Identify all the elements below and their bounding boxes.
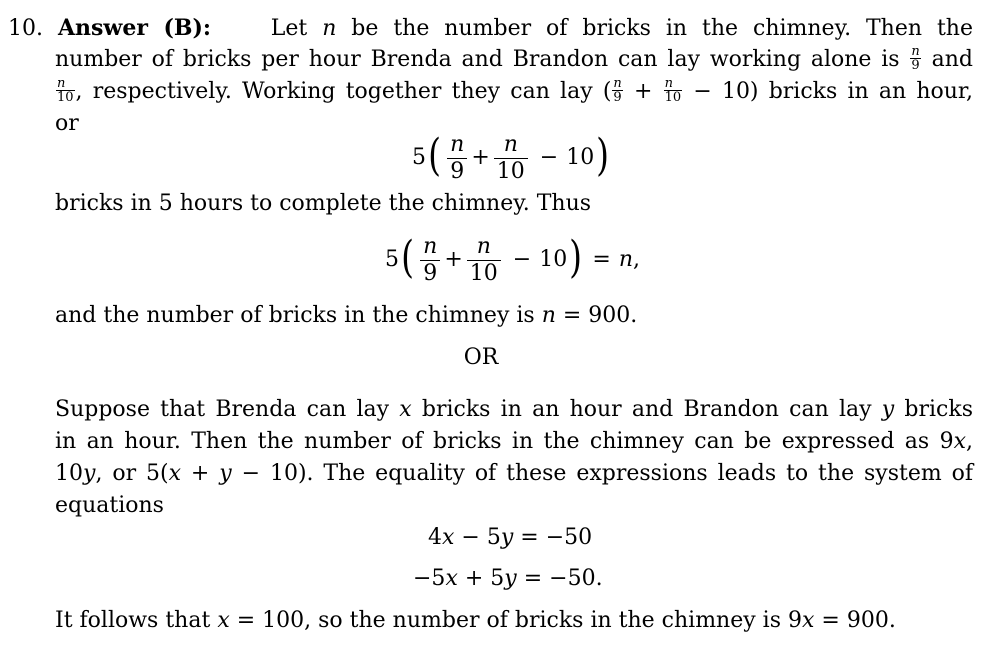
line-3-text: $\frac{n}{10}$ , respectively. Working together they can lay ( $\frac{n}{9}$ + $\frac{n}{10}$ − 10) bricks in an hour, <box>57 75 973 105</box>
line-3 <box>55 76 973 108</box>
alt-line-1: Suppose that Brenda can lay x bricks in an hour and Brandon can lay y bricks <box>55 397 973 422</box>
problem-number: 10. <box>8 16 43 41</box>
equation-1: 4x − 5y = −50 <box>428 525 593 550</box>
line-2 <box>55 44 973 76</box>
conclusion-line: It follows that x = 100, so the number of bricks in the chimney is 9x = 900. <box>55 608 896 633</box>
equation-2: −5x + 5y = −50. <box>413 566 603 591</box>
intro-line <box>8 12 973 45</box>
answer-label: Answer (B): <box>57 15 212 41</box>
alt-line-4: equations <box>55 493 164 518</box>
alt-line-2: in an hour. Then the number of bricks in the chimney can be expressed as 9x, <box>55 429 973 454</box>
display-equation-1: 5( $\frac{n}{9}$ + $\frac{n}{10}$ − 10) <box>412 130 610 184</box>
intro-text: Let n be the number of bricks in the chimney. Then the <box>270 16 973 41</box>
line-5: bricks in 5 hours to complete the chimney. Thus <box>55 191 592 216</box>
line-2-text: number of bricks per hour Brenda and Brandon can lay working alone is $\frac{n}{9}$ and <box>55 43 973 73</box>
frac-n-10: $\frac{n}{10}$ <box>57 75 74 105</box>
frac-n-9: $\frac{n}{9}$ <box>911 43 920 73</box>
line-4: or <box>55 111 79 136</box>
or-label: OR <box>463 345 499 370</box>
alt-line-3: 10y, or 5(x + y − 10). The equality of these expressions leads to the system of <box>55 461 974 486</box>
line-6: and the number of bricks in the chimney is n = 900. <box>55 303 638 328</box>
display-equation-2: 5( $\frac{n}{9}$ + $\frac{n}{10}$ − 10) = n, <box>385 232 640 286</box>
